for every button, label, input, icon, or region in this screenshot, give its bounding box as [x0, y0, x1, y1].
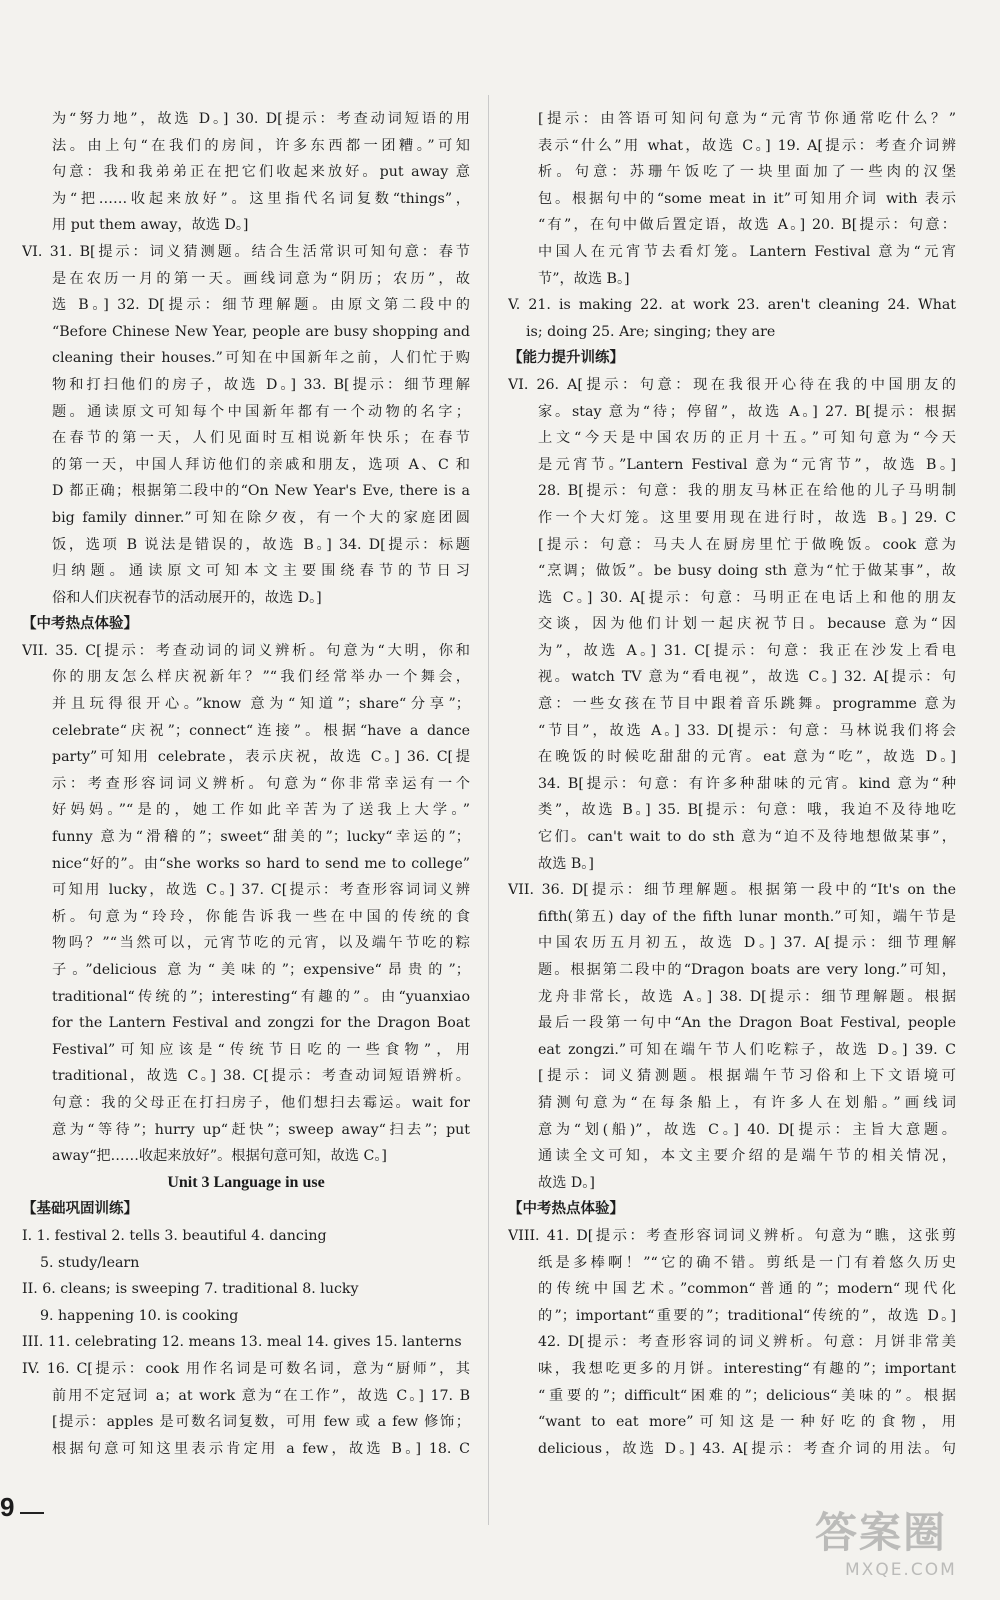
answer-text-line: traditional，故选 C。] 38. C[提示：考查动词短语辨析。 [52, 1068, 470, 1085]
answer-text-line: [提示：由答语可知问句意为“元宵节你通常吃什么？” [538, 111, 956, 127]
answer-text-line: III. 11. celebrating 12. means 13. meal 14. gives 15. lanterns [22, 1334, 462, 1351]
answer-text-line: 纸是多棒啊！”“它的确不错。剪纸是一门有着悠久历史 [538, 1254, 956, 1271]
answer-text-line: big family dinner.”可知在除夕夜，有一个大的家庭团圆 [52, 509, 470, 526]
answer-text-line: party”可知用 celebrate，表示庆祝，故选 C。] 36. C[提 [52, 749, 470, 766]
section-header: 【能力提升训练】 [508, 350, 624, 367]
answer-text-line: 子。”delicious 意为“美味的”；expensive“昂贵的”； [52, 962, 470, 978]
section-header: 【基础巩固训练】 [22, 1201, 138, 1218]
answer-text-line: 是元宵节。”Lantern Festival 意为“元宵节”，故选 B。] [538, 456, 956, 473]
answer-text-line: 包。根据句中的“some meat in it”可知用介词 with 表示 [538, 190, 956, 207]
answer-text-line: 俗和人们庆祝春节的活动展开的，故选 D。] [52, 589, 322, 606]
answer-text-line: VII. 36. D[提示：细节理解题。根据第一段中的“It's on the [508, 882, 956, 899]
answer-text-line: 的传统中国艺术。”common“普通的”；modern“现代化 [538, 1281, 956, 1298]
watermark-logo [815, 1508, 985, 1590]
answer-text-line: 归纳题。通读原文可知本文主要围绕春节的节日习 [52, 563, 470, 580]
section-header: 【中考热点体验】 [508, 1201, 624, 1218]
answer-text-line: 42. D[提示：考查形容词的词义辨析。句意：月饼非常美 [538, 1334, 956, 1351]
answer-text-line: VI. 26. A[提示：句意：现在我很开心待在我的中国朋友的 [508, 376, 956, 393]
answer-text-line: 饭，选项 B 说法是错误的，故选 B。] 34. D[提示：标题 [52, 536, 470, 553]
answer-text-line: “Before Chinese New Year, people are busy shopping and [52, 323, 470, 340]
answer-text-line: cleaning their houses.”可知在中国新年之前，人们忙于购 [52, 350, 470, 367]
answer-text-line: 根据句意可知这里表示肯定用 a few，故选 B。] 18. C [52, 1440, 470, 1457]
answer-text-line: 为“努力地”，故选 D。] 30. D[提示：考查动词短语的用 [52, 111, 470, 127]
answer-text-line: 龙舟非常长，故选 A。] 38. D[提示：细节理解题。根据 [538, 988, 956, 1005]
answer-text-line: 析。句意：苏珊午饭吃了一块里面加了一些肉的汉堡 [538, 164, 956, 181]
answer-text-line: traditional“传统的”；interesting“有趣的”。由“yuanxiao [52, 988, 470, 1005]
answer-text-line: V. 21. is making 22. at work 23. aren't cleaning 24. What [508, 297, 956, 314]
answer-text-line: [提示：句意：马夫人在厨房里忙于做晚饭。cook 意为 [538, 536, 956, 553]
answer-text-line: 选 B。] 32. D[提示：细节理解题。由原文第二段中的 [52, 297, 470, 314]
answer-text-line: 前用不定冠词 a；at work 意为“在工作”，故选 C。] 17. B [52, 1387, 470, 1404]
answer-text-line: I. 1. festival 2. tells 3. beautiful 4. dancing [22, 1227, 327, 1244]
section-header: 【中考热点体验】 [22, 616, 138, 633]
unit-title: Unit 3 Language in use [167, 1173, 325, 1191]
answer-text-line: celebrate“庆祝”；connect“连接”。根据“have a dance [52, 722, 470, 739]
answer-text-line: 意为“等待”；hurry up“赶快”；sweep away“扫去”；put [52, 1121, 470, 1138]
answer-text-line: 交谈，因为他们计划一起庆祝节日。because 意为“因 [538, 616, 956, 633]
answer-text-line: 故选 B。] [538, 855, 594, 872]
answer-text-line: 中国人在元宵节去看灯笼。Lantern Festival 意为“元宵 [538, 243, 956, 260]
page-number: 9 [0, 1492, 15, 1522]
answer-text-line: “有”，在句中做后置定语，故选 A。] 20. B[提示：句意： [538, 217, 956, 234]
answer-text-line: 并且玩得很开心。”know 意为“知道”；share“分享”； [52, 696, 470, 713]
answer-text-line: “节目”，故选 A。] 33. D[提示：句意：马林说我们将会 [538, 722, 956, 739]
answer-text-line: eat zongzi.”可知在端午节人们吃粽子，故选 D。] 39. C [538, 1041, 956, 1058]
answer-text-line: 意为“划(船)”，故选 C。] 40. D[提示：主旨大意题。 [538, 1121, 956, 1138]
answer-text-line: 家。stay 意为“待；停留”，故选 A。] 27. B[提示：根据 [538, 403, 956, 420]
answer-text-line: 句意：我的父母正在打扫房子，他们想扫去霉运。wait for [52, 1094, 470, 1111]
answer-text-line: is; doing 25. Are; singing; they are [526, 323, 776, 340]
answer-text-line: 示：考查形容词词义辨析。句意为“你非常幸运有一个 [52, 775, 470, 792]
answer-text-line: 句意：我和我弟弟正在把它们收起来放好。put away 意 [52, 164, 470, 181]
answer-text-line: 可知用 lucky，故选 C。] 37. C[提示：考查形容词词义辨 [52, 882, 470, 899]
answer-text-line: 5. study/learn [40, 1254, 140, 1271]
answer-text-line: II. 6. cleans; is sweeping 7. traditional 8. lucky [22, 1281, 359, 1298]
answer-text-line: 28. B[提示：句意：我的朋友马林正在给他的儿子马明制 [538, 483, 956, 500]
answer-text-line: 物吗？”“当然可以，元宵节吃的元宵，以及端午节吃的粽 [52, 935, 470, 952]
answer-text-line: 题。根据第二段中的“Dragon boats are very long.”可知， [538, 962, 956, 978]
answer-text-line: 表示“什么”用 what，故选 C。] 19. A[提示：考查介词辨 [538, 137, 956, 154]
right-column [508, 106, 956, 1462]
answer-text-line: nice“好的”。由“she works so hard to send me to college” [52, 855, 470, 872]
answer-text-line: 最后一段第一句中“An the Dragon Boat Festival, people [538, 1015, 956, 1032]
answer-text-line: 是在农历一月的第一天。画线词意为“阴历；农历”，故 [52, 270, 470, 287]
answer-text-line: 的第一天，中国人拜访他们的亲戚和朋友，选项 A、C 和 [52, 456, 470, 473]
answer-text-line: delicious，故选 D。] 43. A[提示：考查介词的用法。句 [538, 1440, 956, 1457]
answer-text-line: VI. 31. B[提示：词义猜测题。结合生活常识可知句意：春节 [22, 243, 470, 260]
answer-text-line: 节”，故选 B。] [538, 270, 630, 287]
watermark-main-text: 答案圈 [815, 1508, 948, 1557]
answer-text-line: “want to eat more”可知这是一种好吃的食物，用 [538, 1414, 956, 1431]
answer-text-line: 选 C。] 30. A[提示：句意：马明正在电话上和他的朋友 [538, 589, 956, 606]
answer-text-line: 视。watch TV 意为“看电视”，故选 C。] 32. A[提示：句 [538, 669, 956, 686]
answer-text-line: 物和打扫他们的房子，故选 D。] 33. B[提示：细节理解 [52, 376, 470, 393]
answer-text-line: 在春节的第一天，人们见面时互相说新年快乐；在春节 [52, 430, 470, 447]
answer-text-line: 类”，故选 B。] 35. B[提示：句意：哦，我迫不及待地吃 [538, 802, 956, 819]
answer-text-line: 用 put them away，故选 D。] [52, 217, 249, 234]
answer-text-line: fifth(第五) day of the fifth lunar month.”可知，端午节是 [538, 908, 956, 925]
answer-text-line: funny 意为“滑稽的”；sweet“甜美的”；lucky“幸运的”； [52, 829, 470, 846]
answer-text-line: 上文“今天是中国农历的正月十五。”可知句意为“今天 [538, 430, 956, 447]
answer-text-line: Festival”可知应该是“传统节日吃的一些食物”，用 [52, 1041, 470, 1058]
answer-text-line: 作一个大灯笼。这里要用现在进行时，故选 B。] 29. C [538, 509, 956, 526]
answer-text-line: 它们。can't wait to do sth 意为“迫不及待地想做某事”， [538, 829, 956, 846]
answer-text-line: [提示：词义猜测题。根据端午节习俗和上下文语境可 [538, 1068, 956, 1085]
answer-text-line: D 都正确；根据第二段中的“On New Year's Eve, there is a [52, 483, 470, 500]
answer-text-line: VIII. 41. D[提示：考查形容词词义辨析。句意为“瞧，这张剪 [508, 1227, 956, 1244]
answer-text-line: 法。由上句“在我们的房间，许多东西都一团糟。”可知 [52, 137, 470, 154]
answer-text-line: away“把……收起来放好”。根据句意可知，故选 C。] [52, 1148, 387, 1165]
answer-text-line: VII. 35. C[提示：考查动词的词义辨析。句意为“大明，你和 [22, 642, 470, 659]
answer-text-line: 析。句意为“玲玲，你能告诉我一些在中国的传统的食 [52, 908, 470, 925]
answer-text-line: 为”，故选 A。] 31. C[提示：句意：我正在沙发上看电 [538, 642, 956, 659]
answer-text-line: for the Lantern Festival and zongzi for the Dragon Boat [52, 1015, 470, 1032]
answer-text-line: 故选 D。] [538, 1174, 595, 1191]
answer-text-line: [提示：apples 是可数名词复数，可用 few 或 a few 修饰； [52, 1414, 470, 1431]
answer-text-line: IV. 16. C[提示：cook 用作名词是可数名词，意为“厨师”，其 [22, 1360, 470, 1377]
answer-text-line: 34. B[提示：句意：有许多种甜味的元宵。kind 意为“种 [538, 775, 956, 792]
answer-text-line: 的”；important“重要的”；traditional“传统的”，故选 D。] [538, 1307, 956, 1324]
answer-text-line: 好妈妈。”“是的，她工作如此辛苦为了送我上大学。” [52, 802, 470, 819]
answer-text-line: 为“把……收起来放好”。这里指代名词复数“things”， [52, 190, 470, 207]
answer-text-line: 9. happening 10. is cooking [40, 1307, 239, 1324]
column-divider [488, 95, 489, 1525]
answer-text-line: “重要的”；difficult“困难的”；delicious“美味的”。根据 [538, 1387, 956, 1404]
left-column [22, 106, 470, 1462]
answer-text-line: 意：一些女孩在节目中跟着音乐跳舞。programme 意为 [538, 696, 956, 713]
answer-text-line: 你的朋友怎么样庆祝新年？”“我们经常举办一个舞会， [52, 669, 470, 686]
answer-text-line: 通读全文可知，本文主要介绍的是端午节的相关情况， [538, 1148, 956, 1165]
page-number-rule [20, 1512, 44, 1514]
answer-text-line: 在晚饭的时候吃甜甜的元宵。eat 意为“吃”，故选 D。] [538, 749, 956, 766]
answer-text-line: 中国农历五月初五，故选 D。] 37. A[提示：细节理解 [538, 935, 956, 952]
watermark-sub-text: MXQE.COM [845, 1560, 957, 1580]
answer-text-line: 味，我想吃更多的月饼。interesting“有趣的”；important [538, 1360, 956, 1377]
answer-text-line: 题。通读原文可知每个中国新年都有一个动物的名字； [52, 403, 470, 420]
answer-text-line: “烹调；做饭”。be busy doing sth 意为“忙于做某事”，故 [538, 563, 956, 580]
answer-text-line: 猜测句意为“在每条船上，有许多人在划船。”画线词 [538, 1094, 956, 1111]
